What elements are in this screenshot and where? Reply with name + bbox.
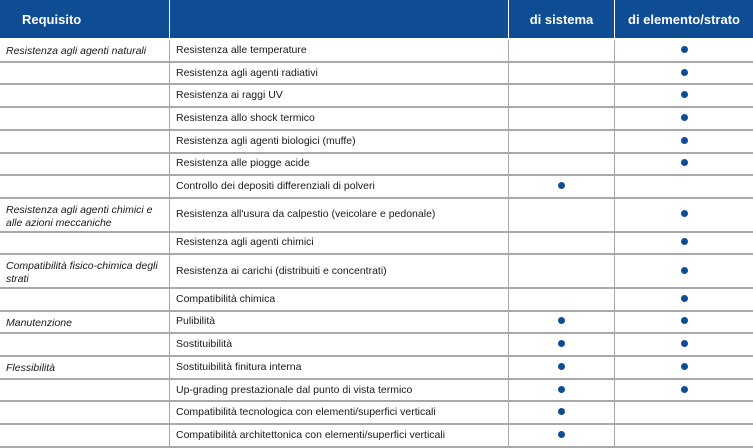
bullet-dot-icon — [558, 408, 565, 415]
cell-requisito — [0, 63, 170, 86]
cell-di-sistema — [509, 108, 615, 131]
table-row — [0, 402, 753, 425]
header-di-sistema: di sistema — [509, 0, 615, 40]
cell-requisito: Compatibilità fisico-chimica degli strati — [0, 255, 170, 289]
cell-di-sistema — [509, 255, 615, 289]
bullet-dot-icon — [681, 137, 688, 144]
cell-requisito — [0, 425, 170, 448]
cell-requisito: Resistenza agli agenti naturali — [0, 40, 170, 63]
cell-di-sistema — [509, 63, 615, 86]
bullet-dot-icon — [681, 317, 688, 324]
header-descrizione — [170, 0, 509, 40]
cell-di-sistema — [509, 425, 615, 448]
cell-di-elemento — [615, 255, 753, 289]
table-row — [0, 63, 753, 86]
bullet-dot-icon — [558, 386, 565, 393]
cell-di-sistema — [509, 402, 615, 425]
bullet-dot-icon — [681, 46, 688, 53]
cell-requisito — [0, 233, 170, 256]
cell-di-elemento — [615, 154, 753, 177]
cell-di-elemento — [615, 357, 753, 380]
cell-caratteristica: Up-grading prestazionale dal punto di vista termico — [170, 380, 509, 403]
cell-di-elemento — [615, 289, 753, 312]
cell-requisito: Manutenzione — [0, 312, 170, 335]
cell-requisito — [0, 85, 170, 108]
bullet-dot-icon — [681, 340, 688, 347]
cell-caratteristica: Resistenza alle temperature — [170, 40, 509, 63]
cell-requisito — [0, 176, 170, 199]
cell-requisito — [0, 334, 170, 357]
table-row — [0, 312, 753, 335]
bullet-dot-icon — [681, 159, 688, 166]
cell-di-sistema — [509, 312, 615, 335]
table-row — [0, 131, 753, 154]
cell-di-elemento — [615, 85, 753, 108]
cell-di-elemento — [615, 176, 753, 199]
cell-requisito: Resistenza agli agenti chimici e alle azioni meccaniche — [0, 199, 170, 233]
cell-di-elemento — [615, 334, 753, 357]
table-row — [0, 380, 753, 403]
cell-requisito — [0, 380, 170, 403]
cell-di-elemento — [615, 63, 753, 86]
cell-di-sistema — [509, 154, 615, 177]
bullet-dot-icon — [681, 114, 688, 121]
cell-requisito — [0, 402, 170, 425]
table-row — [0, 289, 753, 312]
cell-di-sistema — [509, 233, 615, 256]
cell-requisito — [0, 154, 170, 177]
cell-di-sistema — [509, 357, 615, 380]
header-row — [0, 0, 753, 40]
cell-di-elemento — [615, 199, 753, 233]
table-body — [0, 40, 753, 448]
table-row — [0, 255, 753, 289]
cell-requisito — [0, 131, 170, 154]
cell-di-sistema — [509, 199, 615, 233]
table-row — [0, 334, 753, 357]
table-row — [0, 85, 753, 108]
bullet-dot-icon — [681, 238, 688, 245]
bullet-dot-icon — [681, 210, 688, 217]
bullet-dot-icon — [558, 340, 565, 347]
bullet-dot-icon — [558, 317, 565, 324]
cell-caratteristica: Compatibilità chimica — [170, 289, 509, 312]
table-row — [0, 425, 753, 448]
cell-di-sistema — [509, 85, 615, 108]
table-row — [0, 357, 753, 380]
cell-requisito: Flessibilità — [0, 357, 170, 380]
header-di-elemento: di elemento/strato — [615, 0, 753, 40]
table-row — [0, 176, 753, 199]
cell-di-sistema — [509, 289, 615, 312]
cell-caratteristica: Resistenza ai carichi (distribuiti e concentrati) — [170, 255, 509, 289]
cell-di-elemento — [615, 312, 753, 335]
cell-di-elemento — [615, 380, 753, 403]
bullet-dot-icon — [681, 386, 688, 393]
table-row — [0, 40, 753, 63]
cell-di-elemento — [615, 40, 753, 63]
cell-caratteristica: Resistenza alle piogge acide — [170, 154, 509, 177]
bullet-dot-icon — [558, 182, 565, 189]
cell-caratteristica: Resistenza allo shock termico — [170, 108, 509, 131]
table-header — [0, 0, 753, 40]
bullet-dot-icon — [681, 69, 688, 76]
header-requisito: Requisito — [0, 0, 170, 40]
cell-caratteristica: Sostituibilità — [170, 334, 509, 357]
cell-caratteristica: Resistenza agli agenti chimici — [170, 233, 509, 256]
cell-di-sistema — [509, 40, 615, 63]
cell-di-sistema — [509, 380, 615, 403]
cell-caratteristica: Resistenza all'usura da calpestio (veicolare e pedonale) — [170, 199, 509, 233]
bullet-dot-icon — [681, 91, 688, 98]
cell-di-elemento — [615, 108, 753, 131]
cell-caratteristica: Compatibilità architettonica con elementi/superfici verticali — [170, 425, 509, 448]
cell-requisito — [0, 289, 170, 312]
cell-di-elemento — [615, 402, 753, 425]
bullet-dot-icon — [558, 363, 565, 370]
bullet-dot-icon — [681, 363, 688, 370]
table-row — [0, 108, 753, 131]
cell-requisito — [0, 108, 170, 131]
cell-di-elemento — [615, 233, 753, 256]
cell-di-sistema — [509, 131, 615, 154]
cell-di-sistema — [509, 334, 615, 357]
cell-di-elemento — [615, 131, 753, 154]
bullet-dot-icon — [681, 267, 688, 274]
cell-caratteristica: Controllo dei depositi differenziali di polveri — [170, 176, 509, 199]
cell-caratteristica: Resistenza agli agenti radiativi — [170, 63, 509, 86]
bullet-dot-icon — [558, 431, 565, 438]
bullet-dot-icon — [681, 295, 688, 302]
table-row — [0, 199, 753, 233]
cell-di-elemento — [615, 425, 753, 448]
cell-caratteristica: Resistenza agli agenti biologici (muffe) — [170, 131, 509, 154]
cell-caratteristica: Compatibilità tecnologica con elementi/superfici verticali — [170, 402, 509, 425]
cell-caratteristica: Pulibilità — [170, 312, 509, 335]
table-row — [0, 233, 753, 256]
cell-di-sistema — [509, 176, 615, 199]
cell-caratteristica: Sostituibilità finitura interna — [170, 357, 509, 380]
cell-caratteristica: Resistenza ai raggi UV — [170, 85, 509, 108]
table-row — [0, 154, 753, 177]
